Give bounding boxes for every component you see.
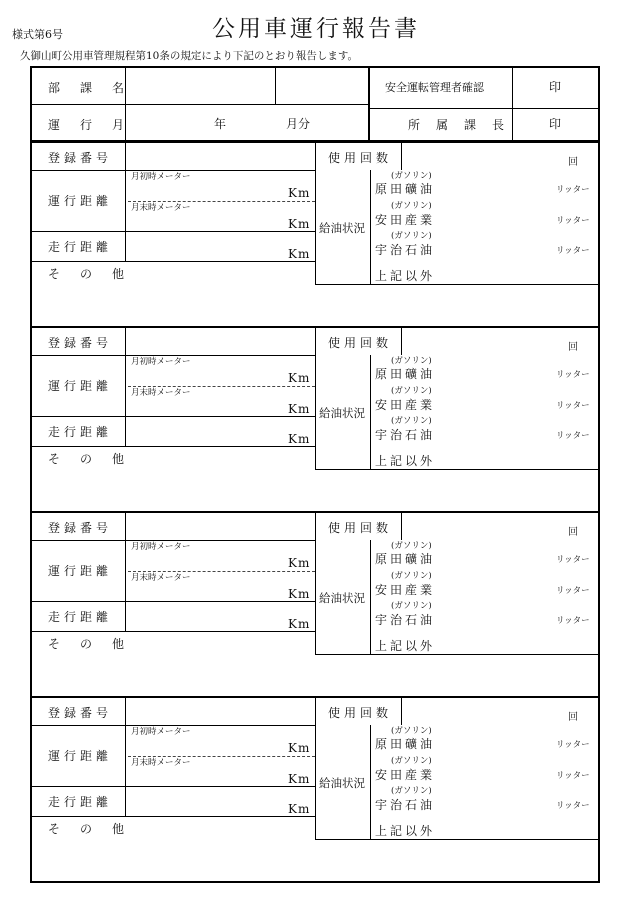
supplier-3-liters-field-2[interactable] (450, 427, 550, 443)
block-hline (315, 654, 599, 655)
km-unit: Km (288, 186, 311, 200)
liter-unit: リッター (556, 586, 590, 596)
supplier-1-liters-field-1[interactable] (450, 181, 550, 197)
liter-unit: リッター (556, 370, 590, 380)
month-start-meter-label: 月初時メーター (131, 357, 191, 367)
block-hline (31, 170, 315, 171)
supplier-2-name: 安田産業 (375, 583, 436, 597)
page-title: 公用車運行報告書 (212, 16, 420, 42)
block-hline (31, 416, 315, 417)
block-vline (370, 355, 371, 469)
block-hline (315, 284, 599, 285)
supplier-2-name: 安田産業 (375, 213, 436, 227)
block-vline (370, 725, 371, 839)
other-field-4[interactable] (130, 820, 310, 874)
supplier-3-name: 宇治石油 (375, 428, 436, 442)
supplier-1-name: 原田礦油 (375, 552, 436, 566)
gasoline-label: (ガソリン) (391, 416, 432, 426)
other-than-above-label: 上記以外 (375, 454, 436, 468)
liter-unit: リッター (556, 771, 590, 781)
supplier-1-name: 原田礦油 (375, 182, 436, 196)
liter-unit: リッター (556, 740, 590, 750)
travel-distance-label: 走行距離 (48, 240, 113, 254)
month-end-meter-field-3[interactable] (130, 583, 280, 599)
block-hline (31, 540, 315, 541)
block-vline (370, 540, 371, 654)
block-vline (125, 141, 126, 261)
gasoline-label: (ガソリン) (391, 601, 432, 611)
refuel-label: 給油状況 (319, 406, 365, 420)
other-than-above-field-4[interactable] (450, 821, 590, 837)
meter-dashed-line (128, 571, 315, 572)
month-start-meter-field-2[interactable] (130, 368, 280, 384)
month-start-meter-label: 月初時メーター (131, 542, 191, 552)
month-start-meter-field-3[interactable] (130, 553, 280, 569)
block-vline (401, 511, 402, 540)
liter-unit: リッター (556, 801, 590, 811)
reg-no-field-3[interactable] (130, 515, 310, 537)
count-unit: 回 (568, 712, 578, 723)
block-hline (31, 446, 315, 447)
month-end-meter-field-1[interactable] (130, 213, 280, 229)
km-unit: Km (288, 617, 311, 631)
supplier-1-name: 原田礦油 (375, 737, 436, 751)
meter-dashed-line (128, 201, 315, 202)
km-unit: Km (288, 432, 311, 446)
other-than-above-label: 上記以外 (375, 824, 436, 838)
op-distance-label: 運行距離 (48, 194, 113, 208)
supplier-3-liters-field-3[interactable] (450, 612, 550, 628)
supplier-2-name: 安田産業 (375, 398, 436, 412)
block-hline (31, 231, 315, 232)
other-field-3[interactable] (130, 635, 310, 689)
header-hline-left (31, 104, 368, 105)
reg-no-label: 登録番号 (48, 151, 113, 165)
usage-count-field-4[interactable] (405, 700, 555, 722)
supplier-3-liters-field-4[interactable] (450, 797, 550, 813)
gasoline-label: (ガソリン) (391, 231, 432, 241)
supplier-3-name: 宇治石油 (375, 798, 436, 812)
travel-distance-field-3[interactable] (130, 605, 280, 627)
liter-unit: リッター (556, 216, 590, 226)
block-hline (31, 601, 315, 602)
form-number: 様式第6号 (12, 28, 63, 41)
block-vline (315, 696, 316, 839)
count-unit: 回 (568, 342, 578, 353)
block-vline (315, 326, 316, 469)
gasoline-label: (ガソリン) (391, 201, 432, 211)
reg-no-label: 登録番号 (48, 521, 113, 535)
header-hline-right (370, 108, 599, 109)
block-vline (370, 170, 371, 284)
block-hline (31, 631, 315, 632)
block-hline (31, 261, 315, 262)
block-vline (315, 511, 316, 654)
block-vline (401, 696, 402, 725)
reg-no-field-2[interactable] (130, 330, 310, 352)
usage-count-label: 使用回数 (328, 151, 393, 165)
refuel-label: 給油状況 (319, 221, 365, 235)
month-start-meter-label: 月初時メーター (131, 727, 191, 737)
block-hline (31, 355, 315, 356)
usage-count-field-3[interactable] (405, 515, 555, 537)
other-label: そ の 他 (48, 452, 129, 466)
month-end-meter-label: 月末時メーター (131, 203, 191, 213)
supplier-2-name: 安田産業 (375, 768, 436, 782)
other-than-above-field-3[interactable] (450, 636, 590, 652)
other-label: そ の 他 (48, 822, 129, 836)
header-vline-2 (275, 67, 276, 104)
travel-distance-label: 走行距離 (48, 795, 113, 809)
other-than-above-field-1[interactable] (450, 266, 590, 282)
block-vline (315, 141, 316, 284)
liter-unit: リッター (556, 431, 590, 441)
month-start-meter-field-1[interactable] (130, 183, 280, 199)
dept-field[interactable] (130, 70, 270, 100)
reg-no-label: 登録番号 (48, 706, 113, 720)
op-distance-label: 運行距離 (48, 749, 113, 763)
op-distance-label: 運行距離 (48, 564, 113, 578)
supplier-1-liters-field-2[interactable] (450, 366, 550, 382)
supplier-2-liters-field-2[interactable] (450, 397, 550, 413)
usage-count-field-2[interactable] (405, 330, 555, 352)
year-char: 年 (214, 117, 227, 131)
reg-no-field-1[interactable] (130, 145, 310, 167)
header-vline-3 (368, 67, 370, 141)
supplier-3-name: 宇治石油 (375, 613, 436, 627)
other-field-1[interactable] (130, 265, 310, 319)
km-unit: Km (288, 802, 311, 816)
month-end-meter-label: 月末時メーター (131, 388, 191, 398)
other-than-above-label: 上記以外 (375, 639, 436, 653)
block-hline (315, 839, 599, 840)
block-hline (31, 816, 315, 817)
gasoline-label: (ガソリン) (391, 726, 432, 736)
usage-count-label: 使用回数 (328, 521, 393, 535)
liter-unit: リッター (556, 555, 590, 565)
liter-unit: リッター (556, 401, 590, 411)
month-start-meter-field-4[interactable] (130, 738, 280, 754)
gasoline-label: (ガソリン) (391, 756, 432, 766)
seal-mark-2: 印 (549, 117, 562, 131)
count-unit: 回 (568, 527, 578, 538)
liter-unit: リッター (556, 185, 590, 195)
supplier-1-name: 原田礦油 (375, 367, 436, 381)
month-end-meter-label: 月末時メーター (131, 758, 191, 768)
km-unit: Km (288, 402, 311, 416)
liter-unit: リッター (556, 616, 590, 626)
liter-unit: リッター (556, 246, 590, 256)
travel-distance-field-1[interactable] (130, 235, 280, 257)
gasoline-label: (ガソリン) (391, 786, 432, 796)
meter-dashed-line (128, 386, 315, 387)
subtitle: 久御山町公用車管理規程第10条の規定により下記のとおり報告します。 (20, 50, 359, 62)
usage-count-label: 使用回数 (328, 706, 393, 720)
supplier-2-liters-field-1[interactable] (450, 212, 550, 228)
block-vline (401, 141, 402, 170)
block-vline (401, 326, 402, 355)
refuel-label: 給油状況 (319, 776, 365, 790)
supplier-2-liters-field-3[interactable] (450, 582, 550, 598)
travel-distance-label: 走行距離 (48, 610, 113, 624)
op-distance-label: 運行距離 (48, 379, 113, 393)
block-hline (315, 469, 599, 470)
month-end-meter-field-2[interactable] (130, 398, 280, 414)
reg-no-label: 登録番号 (48, 336, 113, 350)
km-unit: Km (288, 371, 311, 385)
block-hline (31, 725, 315, 726)
supplier-3-name: 宇治石油 (375, 243, 436, 257)
section-chief-label: 所 属 課 長 (408, 118, 507, 132)
refuel-label: 給油状況 (319, 591, 365, 605)
km-unit: Km (288, 587, 311, 601)
other-field-2[interactable] (130, 450, 310, 504)
km-unit: Km (288, 247, 311, 261)
meter-dashed-line (128, 756, 315, 757)
usage-count-label: 使用回数 (328, 336, 393, 350)
other-than-above-field-2[interactable] (450, 451, 590, 467)
gasoline-label: (ガソリン) (391, 171, 432, 181)
travel-distance-label: 走行距離 (48, 425, 113, 439)
km-unit: Km (288, 741, 311, 755)
safety-manager-label: 安全運転管理者確認 (385, 81, 484, 94)
month-start-meter-label: 月初時メーター (131, 172, 191, 182)
block-vline (125, 511, 126, 631)
other-label: そ の 他 (48, 637, 129, 651)
gasoline-label: (ガソリン) (391, 541, 432, 551)
seal-mark-1: 印 (549, 80, 562, 94)
gasoline-label: (ガソリン) (391, 356, 432, 366)
month-end-meter-label: 月末時メーター (131, 573, 191, 583)
block-vline (125, 326, 126, 446)
header-vline-4 (512, 67, 513, 141)
km-unit: Km (288, 772, 311, 786)
count-unit: 回 (568, 157, 578, 168)
travel-distance-field-2[interactable] (130, 420, 280, 442)
month-label: 運 行 月 (48, 118, 129, 132)
usage-count-field-1[interactable] (405, 145, 555, 167)
gasoline-label: (ガソリン) (391, 386, 432, 396)
month-end-meter-field-4[interactable] (130, 768, 280, 784)
supplier-1-liters-field-4[interactable] (450, 736, 550, 752)
block-hline (31, 786, 315, 787)
reg-no-field-4[interactable] (130, 700, 310, 722)
month-char: 月分 (286, 117, 311, 131)
gasoline-label: (ガソリン) (391, 571, 432, 581)
other-label: そ の 他 (48, 267, 129, 281)
travel-distance-field-4[interactable] (130, 790, 280, 812)
dept-label: 部 課 名 (48, 81, 129, 95)
supplier-3-liters-field-1[interactable] (450, 242, 550, 258)
km-unit: Km (288, 217, 311, 231)
other-than-above-label: 上記以外 (375, 269, 436, 283)
supplier-1-liters-field-3[interactable] (450, 551, 550, 567)
km-unit: Km (288, 556, 311, 570)
block-vline (125, 696, 126, 816)
supplier-2-liters-field-4[interactable] (450, 767, 550, 783)
